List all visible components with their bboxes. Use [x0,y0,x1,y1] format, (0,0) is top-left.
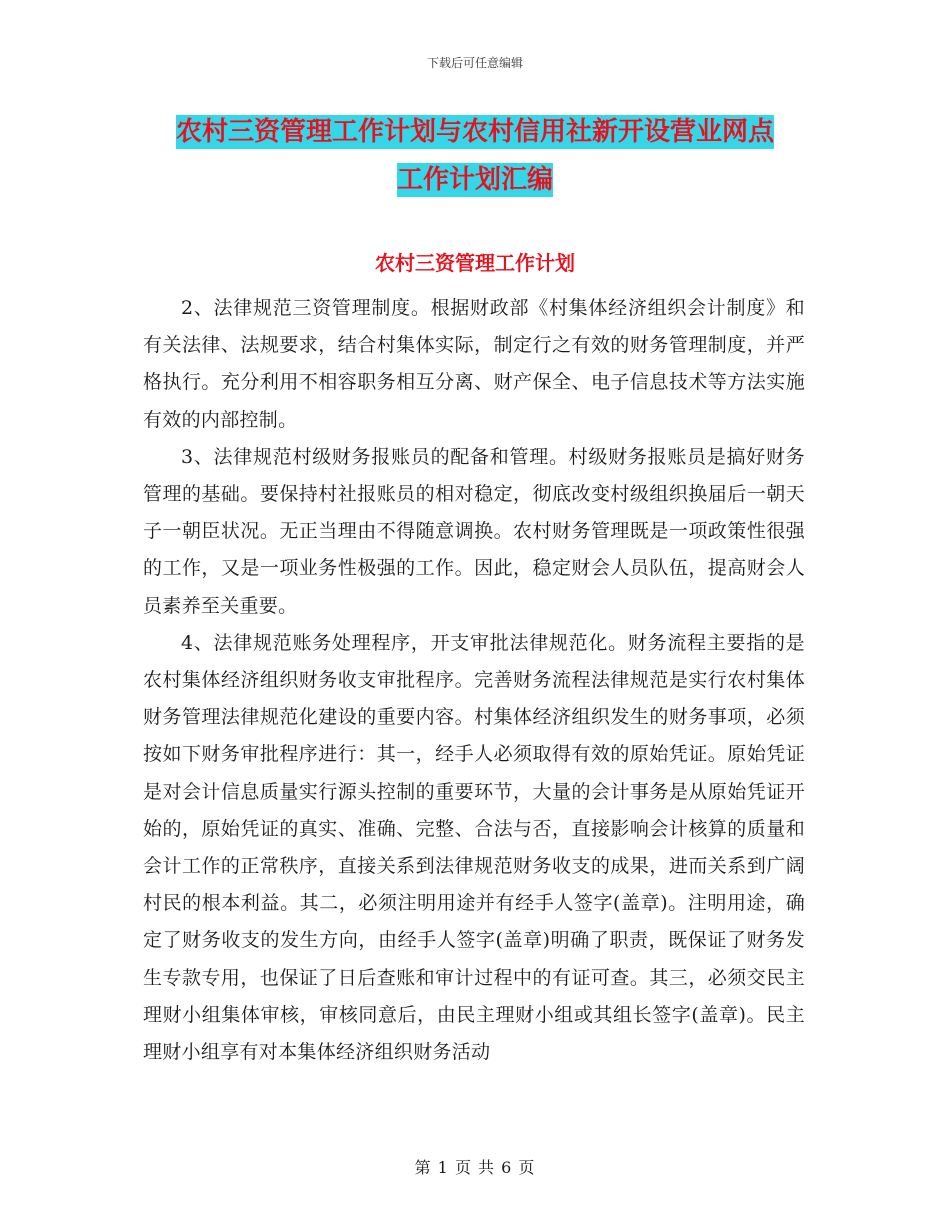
title-highlight-1: 农村三资管理工作计划与农村信用社新开设营业网点 [175,117,774,147]
body-text [143,290,805,1071]
page-footer: 第 1 页 共 6 页 [414,1158,536,1177]
section-title: 农村三资管理工作计划 [375,251,575,275]
document-title [0,108,950,204]
document-title-line-1 [0,108,950,156]
paragraph-3: 3、法律规范村级财务报账员的配备和管理。村级财务报账员是搞好财务管理的基础。要保持村社报账员的相对稳定，彻底改变村级组织换届后一朝天子一朝臣状况。无正当理由不得随意调换。农村财务管理既是一项政策性很强的工作，又是一项业务性极强的工作。因此，稳定财会人员队伍，提高财会人员素养至关重要。 [143,445,805,617]
paragraph-2: 2、法律规范三资管理制度。根据财政部《村集体经济组织会计制度》和有关法律、法规要求，结合村集体实际，制定行之有效的财务管理制度，并严格执行。充分利用不相容职务相互分离、财产保全、电子信息技术等方法实施有效的内部控制。 [143,297,805,431]
document-title-line-2 [0,156,950,204]
header-note: 下载后可任意编辑 [426,56,523,70]
title-highlight-2: 工作计划汇编 [396,165,553,195]
paragraph-4: 4、法律规范账务处理程序，开支审批法律规范化。财务流程主要指的是农村集体经济组织财务收支审批程序。完善财务流程法律规范是实行农村集体财务管理法律规范化建设的重要内容。村集体经济组织发生的财务事项，必须按如下财务审批程序进行：其一，经手人必须取得有效的原始凭证。原始凭证是对会计信息质量实行源头控制的重要环节，大量的会计事务是从原始凭证开始的，原始凭证的真实、准确、完整、合法与否，直接影响会计核算的质量和会计工作的正常秩序，直接关系到法律规范财务收支的成果，进而关系到广阔村民的根本利益。其二，必须注明用途并有经手人签字(盖章)。注明用途，确定了财务收支的发生方向，由经手人签字(盖章)明确了职责，既保证了财务发生专款专用，也保证了日后查账和审计过程中的有证可查。其三，必须交民主理财小组集体审核，审核同意后，由民主理财小组或其组长签字(盖章)。民主理财小组享有对本集体经济组织财务活动 [143,631,805,1064]
